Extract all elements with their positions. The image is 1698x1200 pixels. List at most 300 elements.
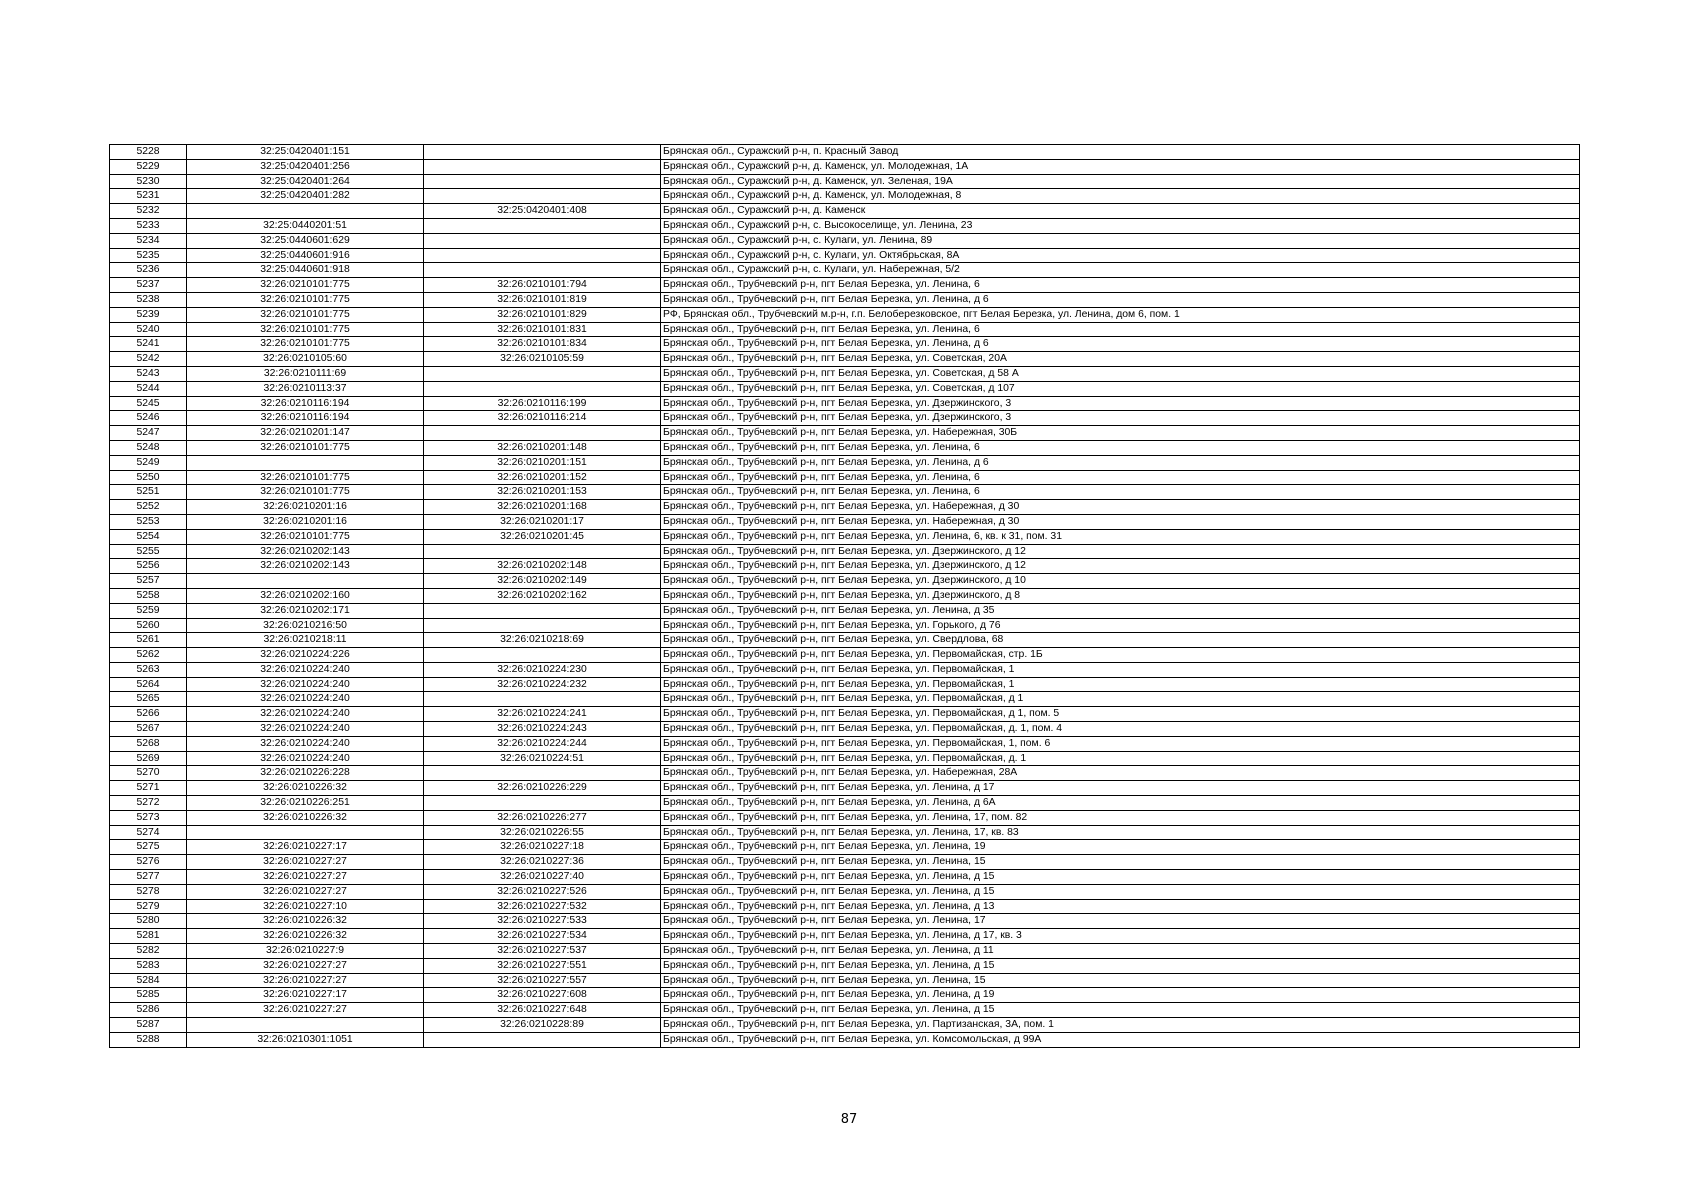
row-number-cell: 5230 <box>110 174 187 189</box>
row-number-cell: 5239 <box>110 307 187 322</box>
table-row <box>110 603 1580 618</box>
row-number-cell: 5260 <box>110 618 187 633</box>
sub-cadastral-number-cell <box>424 1032 661 1047</box>
cadastral-number-cell: 32:26:0210224:226 <box>187 648 424 663</box>
cadastral-number-cell: 32:26:0210201:16 <box>187 514 424 529</box>
row-number-cell: 5259 <box>110 603 187 618</box>
row-number-cell: 5233 <box>110 218 187 233</box>
sub-cadastral-number-cell <box>424 796 661 811</box>
address-cell: Брянская обл., Трубчевский р-н, пгт Белая Березка, ул. Ленина, 6 <box>661 470 1580 485</box>
row-number-cell: 5266 <box>110 707 187 722</box>
row-number-cell: 5250 <box>110 470 187 485</box>
table-row <box>110 322 1580 337</box>
address-cell: Брянская обл., Суражский р-н, п. Красный Завод <box>661 145 1580 160</box>
sub-cadastral-number-cell: 32:26:0210202:162 <box>424 588 661 603</box>
cadastral-number-cell: 32:26:0210226:32 <box>187 929 424 944</box>
row-number-cell: 5238 <box>110 292 187 307</box>
cadastral-number-cell: 32:26:0210224:240 <box>187 692 424 707</box>
table-row <box>110 973 1580 988</box>
table-row <box>110 1032 1580 1047</box>
property-table-body <box>110 145 1580 1048</box>
row-number-cell: 5228 <box>110 145 187 160</box>
table-row <box>110 381 1580 396</box>
row-number-cell: 5276 <box>110 855 187 870</box>
sub-cadastral-number-cell: 32:26:0210227:533 <box>424 914 661 929</box>
address-cell: Брянская обл., Трубчевский р-н, пгт Белая Березка, ул. Дзержинского, д 12 <box>661 559 1580 574</box>
cadastral-number-cell <box>187 455 424 470</box>
table-row <box>110 677 1580 692</box>
table-row <box>110 455 1580 470</box>
row-number-cell: 5286 <box>110 1003 187 1018</box>
address-cell: Брянская обл., Трубчевский р-н, пгт Белая Березка, ул. Ленина, д 13 <box>661 899 1580 914</box>
sub-cadastral-number-cell <box>424 189 661 204</box>
sub-cadastral-number-cell: 32:26:0210226:277 <box>424 810 661 825</box>
cadastral-number-cell: 32:26:0210101:775 <box>187 485 424 500</box>
cadastral-number-cell: 32:25:0420401:256 <box>187 159 424 174</box>
sub-cadastral-number-cell: 32:26:0210227:18 <box>424 840 661 855</box>
sub-cadastral-number-cell: 32:26:0210227:648 <box>424 1003 661 1018</box>
address-cell: Брянская обл., Трубчевский р-н, пгт Белая Березка, ул. Горького, д 76 <box>661 618 1580 633</box>
sub-cadastral-number-cell: 32:26:0210227:551 <box>424 958 661 973</box>
row-number-cell: 5287 <box>110 1018 187 1033</box>
address-cell: Брянская обл., Трубчевский р-н, пгт Белая Березка, ул. Набережная, д 30 <box>661 514 1580 529</box>
sub-cadastral-number-cell <box>424 248 661 263</box>
address-cell: РФ, Брянская обл., Трубчевский м.р-н, г.п. Белоберезковское, пгт Белая Березка, ул. Ленина, дом 6, пом. 1 <box>661 307 1580 322</box>
sub-cadastral-number-cell: 32:26:0210201:152 <box>424 470 661 485</box>
address-cell: Брянская обл., Трубчевский р-н, пгт Белая Березка, ул. Дзержинского, д 10 <box>661 574 1580 589</box>
cadastral-number-cell <box>187 574 424 589</box>
row-number-cell: 5234 <box>110 233 187 248</box>
address-cell: Брянская обл., Трубчевский р-н, пгт Белая Березка, ул. Ленина, д 15 <box>661 958 1580 973</box>
cadastral-number-cell: 32:25:0420401:282 <box>187 189 424 204</box>
cadastral-number-cell: 32:26:0210224:240 <box>187 736 424 751</box>
cadastral-number-cell: 32:26:0210226:32 <box>187 810 424 825</box>
sub-cadastral-number-cell <box>424 366 661 381</box>
table-row <box>110 278 1580 293</box>
address-cell: Брянская обл., Суражский р-н, с. Кулаги, ул. Октябрьская, 8А <box>661 248 1580 263</box>
sub-cadastral-number-cell: 32:26:0210201:153 <box>424 485 661 500</box>
cadastral-number-cell: 32:26:0210216:50 <box>187 618 424 633</box>
cadastral-number-cell: 32:26:0210101:775 <box>187 278 424 293</box>
table-row <box>110 514 1580 529</box>
cadastral-number-cell: 32:26:0210224:240 <box>187 662 424 677</box>
address-cell: Брянская обл., Суражский р-н, д. Каменск, ул. Молодежная, 1А <box>661 159 1580 174</box>
sub-cadastral-number-cell <box>424 381 661 396</box>
table-row <box>110 337 1580 352</box>
cadastral-number-cell: 32:26:0210202:143 <box>187 544 424 559</box>
address-cell: Брянская обл., Трубчевский р-н, пгт Белая Березка, ул. Дзержинского, д 12 <box>661 544 1580 559</box>
row-number-cell: 5252 <box>110 500 187 515</box>
row-number-cell: 5241 <box>110 337 187 352</box>
sub-cadastral-number-cell: 32:26:0210116:214 <box>424 411 661 426</box>
sub-cadastral-number-cell: 32:26:0210224:243 <box>424 722 661 737</box>
table-row <box>110 810 1580 825</box>
cadastral-number-cell: 32:26:0210202:171 <box>187 603 424 618</box>
cadastral-number-cell: 32:26:0210116:194 <box>187 411 424 426</box>
table-row <box>110 870 1580 885</box>
sub-cadastral-number-cell: 32:26:0210227:608 <box>424 988 661 1003</box>
table-row <box>110 263 1580 278</box>
sub-cadastral-number-cell: 32:26:0210228:89 <box>424 1018 661 1033</box>
sub-cadastral-number-cell: 32:26:0210227:36 <box>424 855 661 870</box>
cadastral-number-cell: 32:25:0420401:151 <box>187 145 424 160</box>
row-number-cell: 5262 <box>110 648 187 663</box>
property-table <box>109 144 1580 1048</box>
address-cell: Брянская обл., Трубчевский р-н, пгт Белая Березка, ул. Дзержинского, д 8 <box>661 588 1580 603</box>
table-row <box>110 174 1580 189</box>
address-cell: Брянская обл., Трубчевский р-н, пгт Белая Березка, ул. Ленина, 15 <box>661 855 1580 870</box>
table-row <box>110 944 1580 959</box>
cadastral-number-cell: 32:26:0210113:37 <box>187 381 424 396</box>
address-cell: Брянская обл., Трубчевский р-н, пгт Белая Березка, ул. Ленина, д 17 <box>661 781 1580 796</box>
row-number-cell: 5274 <box>110 825 187 840</box>
address-cell: Брянская обл., Трубчевский р-н, пгт Белая Березка, ул. Первомайская, 1 <box>661 662 1580 677</box>
address-cell: Брянская обл., Трубчевский р-н, пгт Белая Березка, ул. Ленина, д 15 <box>661 884 1580 899</box>
address-cell: Брянская обл., Трубчевский р-н, пгт Белая Березка, ул. Ленина, д 6А <box>661 796 1580 811</box>
row-number-cell: 5246 <box>110 411 187 426</box>
cadastral-number-cell: 32:26:0210201:16 <box>187 500 424 515</box>
address-cell: Брянская обл., Трубчевский р-н, пгт Белая Березка, ул. Ленина, 6 <box>661 322 1580 337</box>
address-cell: Брянская обл., Трубчевский р-н, пгт Белая Березка, ул. Советская, д 107 <box>661 381 1580 396</box>
cadastral-number-cell: 32:26:0210218:11 <box>187 633 424 648</box>
sub-cadastral-number-cell: 32:26:0210226:229 <box>424 781 661 796</box>
table-row <box>110 692 1580 707</box>
table-row <box>110 559 1580 574</box>
address-cell: Брянская обл., Трубчевский р-н, пгт Белая Березка, ул. Ленина, д 35 <box>661 603 1580 618</box>
row-number-cell: 5245 <box>110 396 187 411</box>
cadastral-number-cell: 32:26:0210201:147 <box>187 426 424 441</box>
row-number-cell: 5282 <box>110 944 187 959</box>
table-row <box>110 707 1580 722</box>
address-cell: Брянская обл., Трубчевский р-н, пгт Белая Березка, ул. Ленина, 19 <box>661 840 1580 855</box>
sub-cadastral-number-cell: 32:26:0210101:834 <box>424 337 661 352</box>
table-row <box>110 914 1580 929</box>
sub-cadastral-number-cell: 32:26:0210227:532 <box>424 899 661 914</box>
table-row <box>110 366 1580 381</box>
table-row <box>110 204 1580 219</box>
row-number-cell: 5283 <box>110 958 187 973</box>
row-number-cell: 5258 <box>110 588 187 603</box>
table-row <box>110 440 1580 455</box>
table-row <box>110 470 1580 485</box>
table-row <box>110 352 1580 367</box>
sub-cadastral-number-cell: 32:26:0210224:51 <box>424 751 661 766</box>
table-row <box>110 411 1580 426</box>
address-cell: Брянская обл., Трубчевский р-н, пгт Белая Березка, ул. Первомайская, 1, пом. 6 <box>661 736 1580 751</box>
table-row <box>110 633 1580 648</box>
row-number-cell: 5284 <box>110 973 187 988</box>
sub-cadastral-number-cell: 32:26:0210224:230 <box>424 662 661 677</box>
table-row <box>110 233 1580 248</box>
row-number-cell: 5235 <box>110 248 187 263</box>
address-cell: Брянская обл., Трубчевский р-н, пгт Белая Березка, ул. Ленина, д 17, кв. 3 <box>661 929 1580 944</box>
sub-cadastral-number-cell: 32:26:0210105:59 <box>424 352 661 367</box>
table-row <box>110 825 1580 840</box>
address-cell: Брянская обл., Трубчевский р-н, пгт Белая Березка, ул. Ленина, д 6 <box>661 337 1580 352</box>
row-number-cell: 5244 <box>110 381 187 396</box>
row-number-cell: 5272 <box>110 796 187 811</box>
table-row <box>110 574 1580 589</box>
sub-cadastral-number-cell <box>424 618 661 633</box>
address-cell: Брянская обл., Трубчевский р-н, пгт Белая Березка, ул. Дзержинского, 3 <box>661 411 1580 426</box>
address-cell: Брянская обл., Суражский р-н, с. Кулаги, ул. Ленина, 89 <box>661 233 1580 248</box>
address-cell: Брянская обл., Трубчевский р-н, пгт Белая Березка, ул. Комсомольская, д 99А <box>661 1032 1580 1047</box>
row-number-cell: 5247 <box>110 426 187 441</box>
row-number-cell: 5261 <box>110 633 187 648</box>
address-cell: Брянская обл., Трубчевский р-н, пгт Белая Березка, ул. Дзержинского, 3 <box>661 396 1580 411</box>
row-number-cell: 5277 <box>110 870 187 885</box>
sub-cadastral-number-cell <box>424 766 661 781</box>
sub-cadastral-number-cell: 32:26:0210101:819 <box>424 292 661 307</box>
sub-cadastral-number-cell: 32:26:0210101:831 <box>424 322 661 337</box>
row-number-cell: 5263 <box>110 662 187 677</box>
sub-cadastral-number-cell: 32:26:0210101:829 <box>424 307 661 322</box>
sub-cadastral-number-cell <box>424 648 661 663</box>
table-row <box>110 396 1580 411</box>
table-row <box>110 958 1580 973</box>
table-row <box>110 426 1580 441</box>
address-cell: Брянская обл., Трубчевский р-н, пгт Белая Березка, ул. Ленина, 17, пом. 82 <box>661 810 1580 825</box>
row-number-cell: 5236 <box>110 263 187 278</box>
page-number: 87 <box>840 1112 858 1127</box>
table-row <box>110 189 1580 204</box>
row-number-cell: 5231 <box>110 189 187 204</box>
cadastral-number-cell: 32:25:0440601:916 <box>187 248 424 263</box>
sub-cadastral-number-cell: 32:26:0210101:794 <box>424 278 661 293</box>
row-number-cell: 5256 <box>110 559 187 574</box>
sub-cadastral-number-cell <box>424 426 661 441</box>
address-cell: Брянская обл., Трубчевский р-н, пгт Белая Березка, ул. Набережная, 28А <box>661 766 1580 781</box>
address-cell: Брянская обл., Трубчевский р-н, пгт Белая Березка, ул. Ленина, д 19 <box>661 988 1580 1003</box>
sub-cadastral-number-cell <box>424 145 661 160</box>
sub-cadastral-number-cell: 32:26:0210201:148 <box>424 440 661 455</box>
cadastral-number-cell: 32:26:0210227:10 <box>187 899 424 914</box>
cadastral-number-cell <box>187 1018 424 1033</box>
row-number-cell: 5242 <box>110 352 187 367</box>
row-number-cell: 5249 <box>110 455 187 470</box>
row-number-cell: 5243 <box>110 366 187 381</box>
address-cell: Брянская обл., Трубчевский р-н, пгт Белая Березка, ул. Ленина, д 11 <box>661 944 1580 959</box>
table-row <box>110 248 1580 263</box>
sub-cadastral-number-cell: 32:26:0210227:40 <box>424 870 661 885</box>
address-cell: Брянская обл., Трубчевский р-н, пгт Белая Березка, ул. Первомайская, д 1, пом. 5 <box>661 707 1580 722</box>
cadastral-number-cell: 32:25:0440601:918 <box>187 263 424 278</box>
table-row <box>110 500 1580 515</box>
cadastral-number-cell: 32:26:0210301:1051 <box>187 1032 424 1047</box>
cadastral-number-cell: 32:26:0210227:27 <box>187 1003 424 1018</box>
sub-cadastral-number-cell: 32:26:0210224:232 <box>424 677 661 692</box>
sub-cadastral-number-cell: 32:26:0210201:168 <box>424 500 661 515</box>
row-number-cell: 5288 <box>110 1032 187 1047</box>
row-number-cell: 5237 <box>110 278 187 293</box>
row-number-cell: 5240 <box>110 322 187 337</box>
cadastral-number-cell: 32:26:0210202:143 <box>187 559 424 574</box>
address-cell: Брянская обл., Трубчевский р-н, пгт Белая Березка, ул. Ленина, 15 <box>661 973 1580 988</box>
address-cell: Брянская обл., Трубчевский р-н, пгт Белая Березка, ул. Ленина, д 6 <box>661 455 1580 470</box>
table-row <box>110 307 1580 322</box>
table-row <box>110 855 1580 870</box>
sub-cadastral-number-cell <box>424 544 661 559</box>
sub-cadastral-number-cell: 32:26:0210201:45 <box>424 529 661 544</box>
row-number-cell: 5257 <box>110 574 187 589</box>
address-cell: Брянская обл., Трубчевский р-н, пгт Белая Березка, ул. Набережная, д 30 <box>661 500 1580 515</box>
cadastral-number-cell: 32:26:0210224:240 <box>187 751 424 766</box>
row-number-cell: 5267 <box>110 722 187 737</box>
table-row <box>110 988 1580 1003</box>
cadastral-number-cell: 32:26:0210224:240 <box>187 677 424 692</box>
table-row <box>110 159 1580 174</box>
address-cell: Брянская обл., Трубчевский р-н, пгт Белая Березка, ул. Ленина, д 15 <box>661 1003 1580 1018</box>
address-cell: Брянская обл., Суражский р-н, с. Высокоселище, ул. Ленина, 23 <box>661 218 1580 233</box>
cadastral-number-cell: 32:26:0210101:775 <box>187 529 424 544</box>
cadastral-number-cell: 32:26:0210105:60 <box>187 352 424 367</box>
row-number-cell: 5281 <box>110 929 187 944</box>
sub-cadastral-number-cell: 32:25:0420401:408 <box>424 204 661 219</box>
sub-cadastral-number-cell <box>424 233 661 248</box>
cadastral-number-cell: 32:26:0210101:775 <box>187 292 424 307</box>
address-cell: Брянская обл., Трубчевский р-н, пгт Белая Березка, ул. Советская, 20А <box>661 352 1580 367</box>
cadastral-number-cell: 32:26:0210227:9 <box>187 944 424 959</box>
table-row <box>110 485 1580 500</box>
address-cell: Брянская обл., Трубчевский р-н, пгт Белая Березка, ул. Ленина, 17 <box>661 914 1580 929</box>
cadastral-number-cell: 32:26:0210101:775 <box>187 307 424 322</box>
sub-cadastral-number-cell: 32:26:0210226:55 <box>424 825 661 840</box>
cadastral-number-cell: 32:26:0210101:775 <box>187 322 424 337</box>
address-cell: Брянская обл., Суражский р-н, д. Каменск, ул. Молодежная, 8 <box>661 189 1580 204</box>
sub-cadastral-number-cell <box>424 692 661 707</box>
table-row <box>110 751 1580 766</box>
address-cell: Брянская обл., Трубчевский р-н, пгт Белая Березка, ул. Ленина, д 15 <box>661 870 1580 885</box>
address-cell: Брянская обл., Трубчевский р-н, пгт Белая Березка, ул. Первомайская, д. 1 <box>661 751 1580 766</box>
table-row <box>110 1003 1580 1018</box>
address-cell: Брянская обл., Трубчевский р-н, пгт Белая Березка, ул. Ленина, д 6 <box>661 292 1580 307</box>
sub-cadastral-number-cell: 32:26:0210202:149 <box>424 574 661 589</box>
row-number-cell: 5229 <box>110 159 187 174</box>
address-cell: Брянская обл., Трубчевский р-н, пгт Белая Березка, ул. Первомайская, д 1 <box>661 692 1580 707</box>
sub-cadastral-number-cell: 32:26:0210227:537 <box>424 944 661 959</box>
row-number-cell: 5248 <box>110 440 187 455</box>
table-row <box>110 292 1580 307</box>
cadastral-number-cell: 32:25:0440601:629 <box>187 233 424 248</box>
table-row <box>110 618 1580 633</box>
table-row <box>110 796 1580 811</box>
address-cell: Брянская обл., Суражский р-н, с. Кулаги, ул. Набережная, 5/2 <box>661 263 1580 278</box>
sub-cadastral-number-cell: 32:26:0210227:534 <box>424 929 661 944</box>
cadastral-number-cell: 32:26:0210101:775 <box>187 470 424 485</box>
cadastral-number-cell: 32:26:0210227:27 <box>187 958 424 973</box>
cadastral-number-cell: 32:26:0210226:32 <box>187 781 424 796</box>
row-number-cell: 5265 <box>110 692 187 707</box>
table-row <box>110 544 1580 559</box>
row-number-cell: 5232 <box>110 204 187 219</box>
table-row <box>110 662 1580 677</box>
sub-cadastral-number-cell: 32:26:0210218:69 <box>424 633 661 648</box>
cadastral-number-cell: 32:26:0210226:228 <box>187 766 424 781</box>
cadastral-number-cell: 32:26:0210227:17 <box>187 988 424 1003</box>
address-cell: Брянская обл., Трубчевский р-н, пгт Белая Березка, ул. Ленина, 17, кв. 83 <box>661 825 1580 840</box>
sub-cadastral-number-cell <box>424 159 661 174</box>
table-row <box>110 648 1580 663</box>
table-row <box>110 145 1580 160</box>
cadastral-number-cell: 32:26:0210101:775 <box>187 440 424 455</box>
row-number-cell: 5273 <box>110 810 187 825</box>
address-cell: Брянская обл., Трубчевский р-н, пгт Белая Березка, ул. Ленина, 6, кв. к 31, пом. 31 <box>661 529 1580 544</box>
cadastral-number-cell: 32:26:0210116:194 <box>187 396 424 411</box>
table-row <box>110 929 1580 944</box>
sub-cadastral-number-cell <box>424 263 661 278</box>
table-row <box>110 1018 1580 1033</box>
row-number-cell: 5275 <box>110 840 187 855</box>
cadastral-number-cell: 32:26:0210227:27 <box>187 973 424 988</box>
cadastral-number-cell: 32:26:0210226:251 <box>187 796 424 811</box>
table-row <box>110 722 1580 737</box>
row-number-cell: 5269 <box>110 751 187 766</box>
row-number-cell: 5280 <box>110 914 187 929</box>
sub-cadastral-number-cell <box>424 174 661 189</box>
cadastral-number-cell: 32:26:0210202:160 <box>187 588 424 603</box>
cadastral-number-cell: 32:26:0210227:17 <box>187 840 424 855</box>
sub-cadastral-number-cell: 32:26:0210202:148 <box>424 559 661 574</box>
row-number-cell: 5264 <box>110 677 187 692</box>
sub-cadastral-number-cell <box>424 218 661 233</box>
table-row <box>110 781 1580 796</box>
cadastral-number-cell <box>187 825 424 840</box>
address-cell: Брянская обл., Трубчевский р-н, пгт Белая Березка, ул. Советская, д 58 А <box>661 366 1580 381</box>
table-row <box>110 529 1580 544</box>
address-cell: Брянская обл., Трубчевский р-н, пгт Белая Березка, ул. Ленина, 6 <box>661 485 1580 500</box>
address-cell: Брянская обл., Трубчевский р-н, пгт Белая Березка, ул. Первомайская, д. 1, пом. 4 <box>661 722 1580 737</box>
sub-cadastral-number-cell: 32:26:0210227:557 <box>424 973 661 988</box>
address-cell: Брянская обл., Трубчевский р-н, пгт Белая Березка, ул. Ленина, 6 <box>661 440 1580 455</box>
row-number-cell: 5278 <box>110 884 187 899</box>
cadastral-number-cell: 32:25:0420401:264 <box>187 174 424 189</box>
sub-cadastral-number-cell <box>424 603 661 618</box>
table-row <box>110 899 1580 914</box>
cadastral-number-cell: 32:26:0210101:775 <box>187 337 424 352</box>
sub-cadastral-number-cell: 32:26:0210201:151 <box>424 455 661 470</box>
cadastral-number-cell: 32:26:0210227:27 <box>187 870 424 885</box>
sub-cadastral-number-cell: 32:26:0210116:199 <box>424 396 661 411</box>
address-cell: Брянская обл., Трубчевский р-н, пгт Белая Березка, ул. Свердлова, 68 <box>661 633 1580 648</box>
sub-cadastral-number-cell: 32:26:0210201:17 <box>424 514 661 529</box>
row-number-cell: 5279 <box>110 899 187 914</box>
address-cell: Брянская обл., Трубчевский р-н, пгт Белая Березка, ул. Партизанская, 3А, пом. 1 <box>661 1018 1580 1033</box>
table-row <box>110 766 1580 781</box>
row-number-cell: 5251 <box>110 485 187 500</box>
address-cell: Брянская обл., Трубчевский р-н, пгт Белая Березка, ул. Ленина, 6 <box>661 278 1580 293</box>
row-number-cell: 5271 <box>110 781 187 796</box>
sub-cadastral-number-cell: 32:26:0210224:244 <box>424 736 661 751</box>
address-cell: Брянская обл., Трубчевский р-н, пгт Белая Березка, ул. Первомайская, 1 <box>661 677 1580 692</box>
table-row <box>110 736 1580 751</box>
cadastral-number-cell: 32:26:0210227:27 <box>187 855 424 870</box>
address-cell: Брянская обл., Суражский р-н, д. Каменск, ул. Зеленая, 19А <box>661 174 1580 189</box>
row-number-cell: 5254 <box>110 529 187 544</box>
sub-cadastral-number-cell: 32:26:0210227:526 <box>424 884 661 899</box>
table-row <box>110 840 1580 855</box>
table-row <box>110 218 1580 233</box>
row-number-cell: 5255 <box>110 544 187 559</box>
table-row <box>110 884 1580 899</box>
sub-cadastral-number-cell: 32:26:0210224:241 <box>424 707 661 722</box>
row-number-cell: 5270 <box>110 766 187 781</box>
cadastral-number-cell: 32:26:0210111:69 <box>187 366 424 381</box>
table-row <box>110 588 1580 603</box>
address-cell: Брянская обл., Трубчевский р-н, пгт Белая Березка, ул. Набережная, 30Б <box>661 426 1580 441</box>
cadastral-number-cell: 32:25:0440201:51 <box>187 218 424 233</box>
cadastral-number-cell: 32:26:0210224:240 <box>187 707 424 722</box>
cadastral-number-cell: 32:26:0210227:27 <box>187 884 424 899</box>
